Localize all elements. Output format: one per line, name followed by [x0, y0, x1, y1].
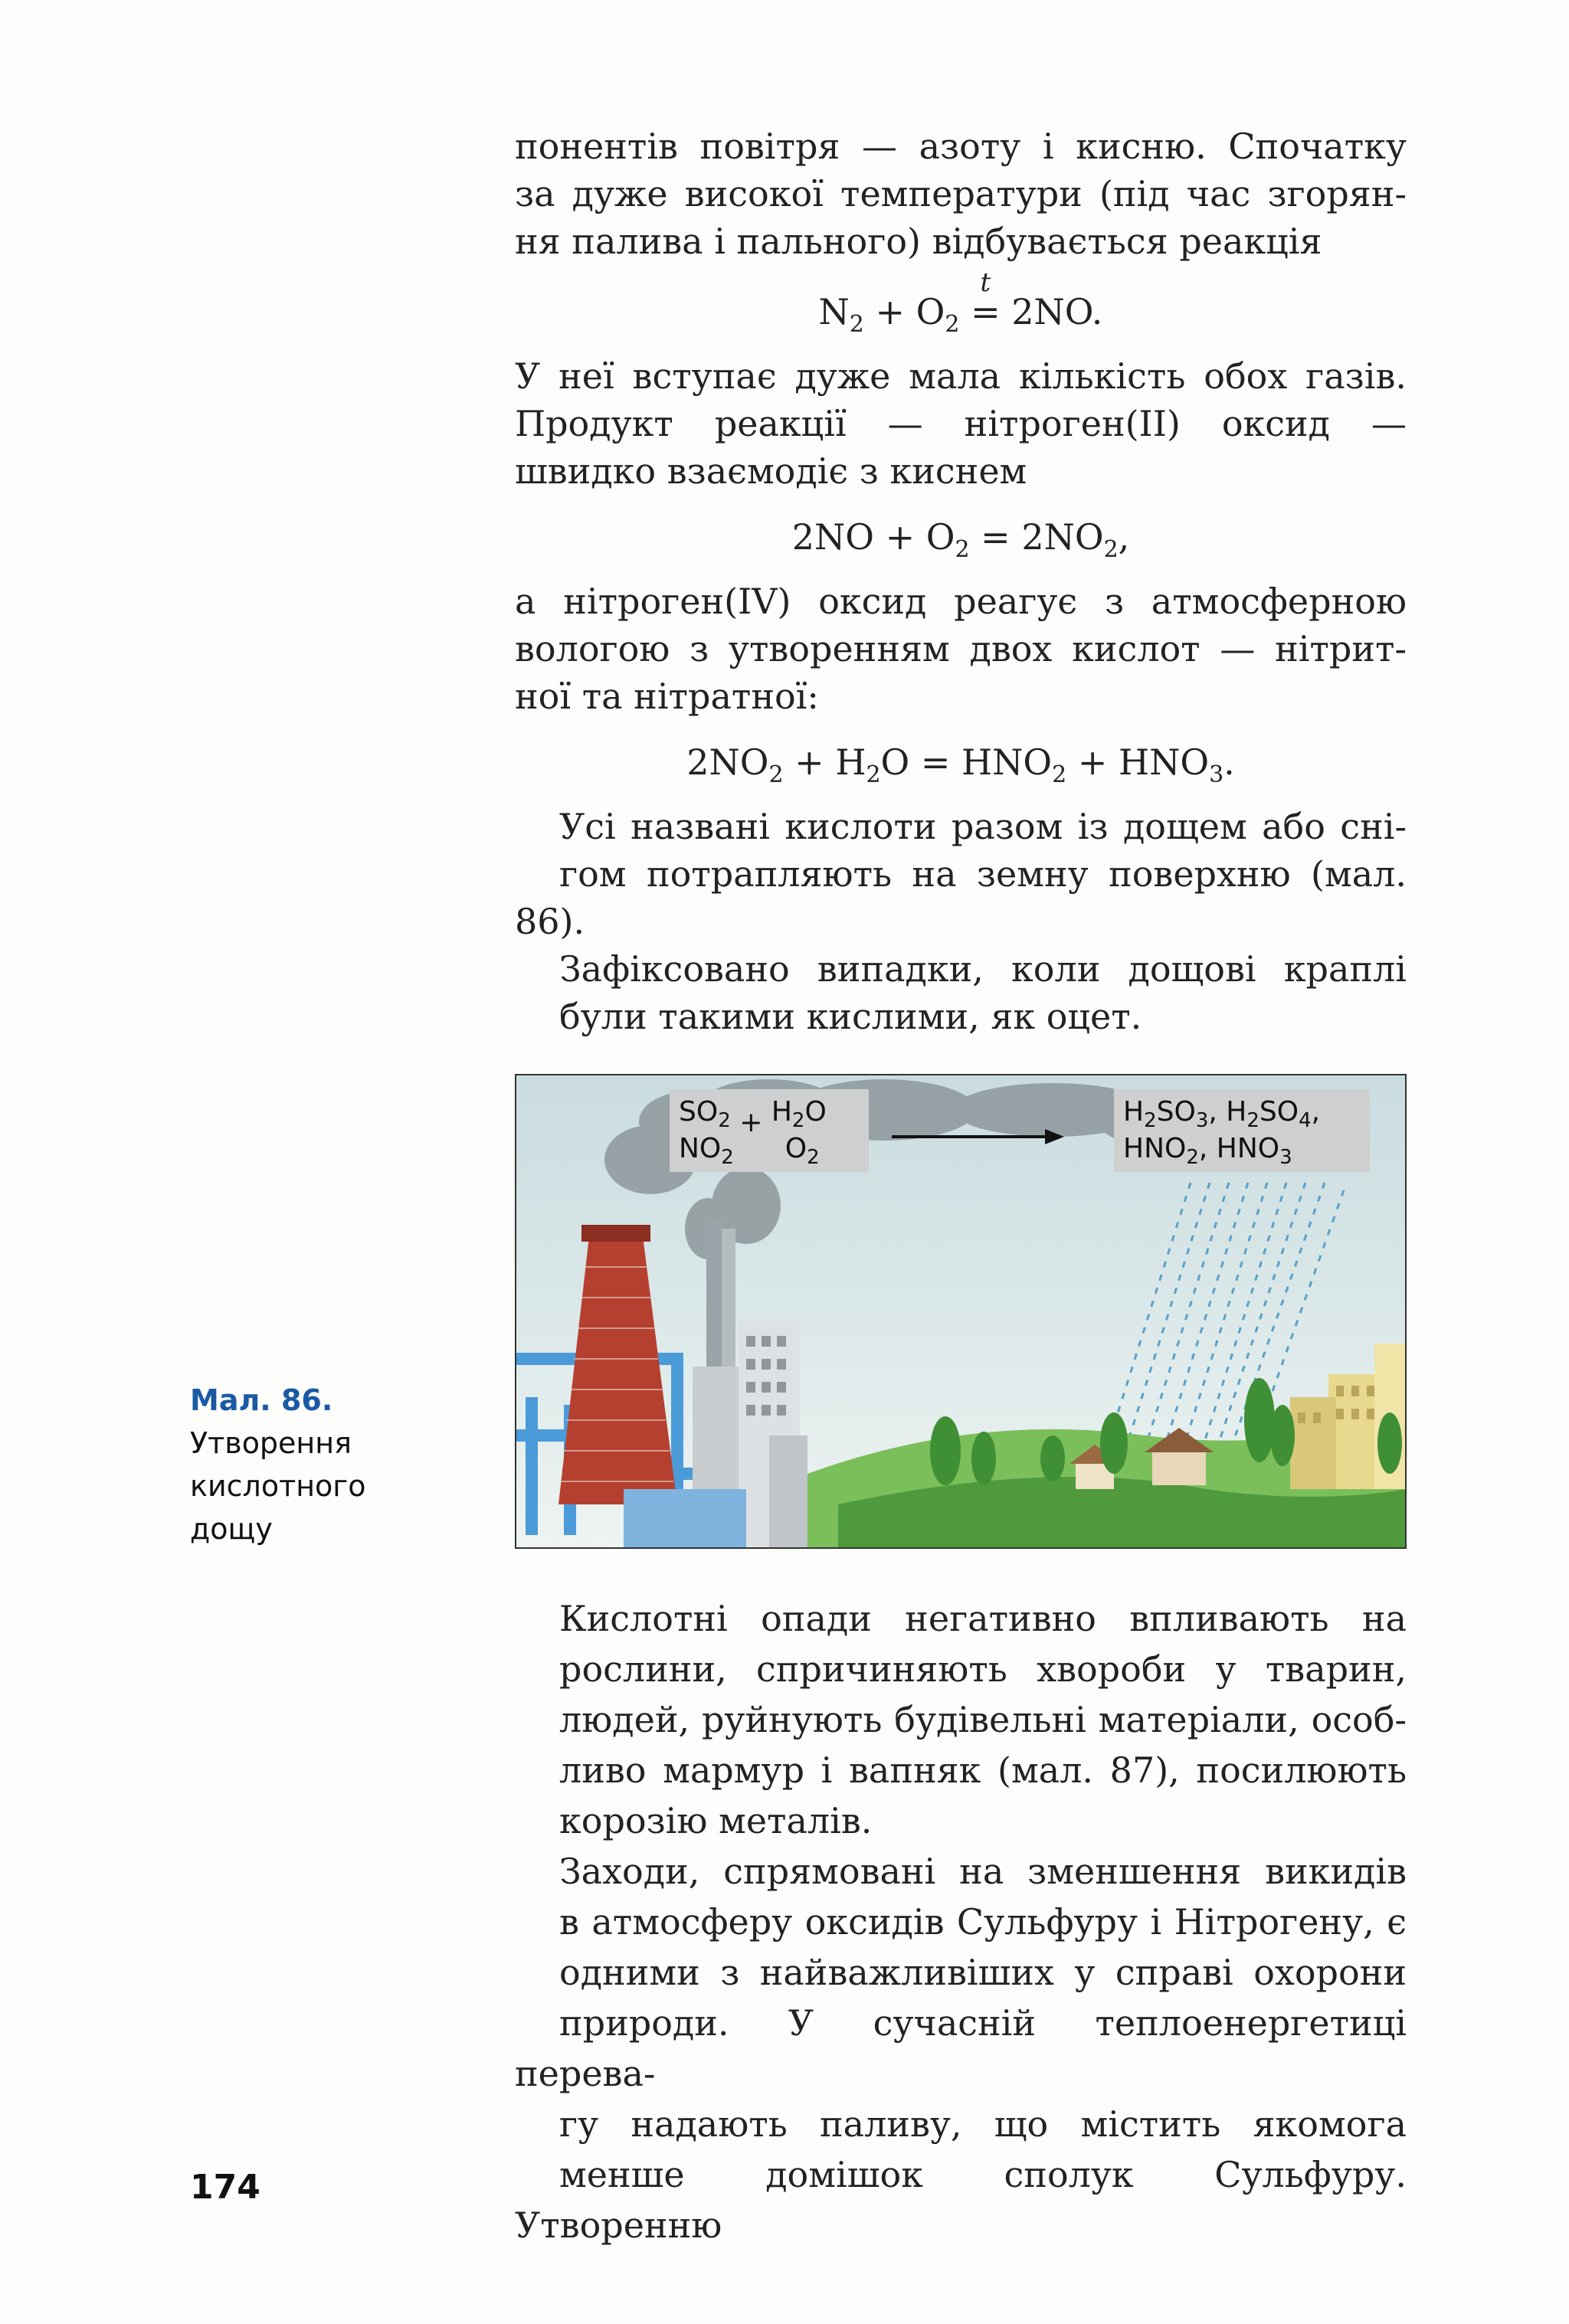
text-line: Продукт реакції — нітроген(II) оксид —	[515, 403, 1407, 444]
page-number: 174	[190, 2168, 260, 2207]
products-line-1: $H_2SO_3$, $H_2SO_4$,	[1123, 1096, 1321, 1132]
text-line: в атмосферу оксидів Сульфуру і Нітрогену, є	[559, 1901, 1407, 1943]
main-text-top	[515, 123, 1407, 1040]
paragraph-5	[515, 1593, 1407, 1846]
text-line: рослини, спричиняють хвороби у тварин,	[559, 1648, 1407, 1690]
caption-label: Мал. 86.	[190, 1383, 333, 1417]
text-line: ня палива і пального) відбувається реакція	[515, 221, 1322, 262]
text-line: Кислотні опади негативно впливають на	[559, 1598, 1407, 1639]
text-line: ливо мармур і вапняк (мал. 87), посилюють	[559, 1750, 1407, 1791]
text-line: Усі названі кислоти разом із дощем або сні-	[559, 806, 1407, 847]
text-line: одними з найважливіших у справі охорони	[559, 1952, 1407, 1993]
text-line: гом потрапляють на земну поверхню (мал. 86).	[515, 853, 1407, 942]
text-line: а нітроген(IV) оксид реагує з атмосферною	[515, 581, 1407, 622]
text-line: швидко взаємодіє з киснем	[515, 450, 1027, 492]
text-line: були такими кислими, як оцет.	[559, 996, 1142, 1037]
text-line: У неї вступає дуже мала кількість обох газів.	[515, 355, 1407, 397]
text-line: вологою з утворенням двох кислот — нітрит-	[515, 628, 1407, 669]
products-line-2: $HNO_2$, $HNO_3$	[1123, 1133, 1292, 1169]
figure-caption	[190, 1379, 443, 1550]
products-box	[1114, 1089, 1370, 1172]
text-line: менше домішок сполук Сульфуру. Утворенню	[515, 2154, 1407, 2246]
reactants-box	[670, 1089, 869, 1172]
acid-rain-illustration	[515, 1074, 1407, 1549]
text-line: корозію металів.	[559, 1800, 873, 1841]
paragraph-1	[515, 123, 1407, 265]
main-text-bottom	[515, 1593, 1407, 2250]
text-line: природи. У сучасній теплоенергетиці перева-	[515, 2002, 1407, 2094]
equals-with-temperature: t =	[971, 267, 1001, 332]
text-line: Заходи, спрямовані на зменшення викидів	[559, 1851, 1407, 1892]
text-line: людей, руйнують будівельні матеріали, особ-	[559, 1699, 1407, 1740]
caption-text: Утворення	[190, 1426, 352, 1460]
paragraph-2	[515, 352, 1407, 495]
paragraph-6	[515, 1846, 1407, 2250]
text-line: ної та нітратної:	[515, 676, 819, 717]
text-line: понентів повітря — азоту і кисню. Спочатку	[515, 126, 1407, 167]
equation-1: $N_2 + O_2$ t = 2NO.	[818, 267, 1103, 338]
text-line: за дуже високої температури (під час згорян-	[515, 173, 1407, 214]
text-line: гу надають паливу, що містить якомога	[559, 2103, 1407, 2145]
reactants-line-2: $NO_2$ $O_2$	[679, 1133, 820, 1169]
paragraph-3	[515, 578, 1407, 720]
equation-2: $2NO + O_2 = 2NO_2$,	[791, 516, 1130, 563]
reactants-line-1: $SO_2 + H_2O$	[679, 1096, 827, 1138]
caption-text: дощу	[190, 1512, 273, 1546]
caption-text: кислотного	[190, 1469, 366, 1503]
paragraph-4	[515, 803, 1407, 1040]
text-line: Зафіксовано випадки, коли дощові краплі	[559, 948, 1407, 990]
equation-3: $2NO_2 + H_2O = HNO_2 + HNO_3$.	[686, 741, 1235, 788]
